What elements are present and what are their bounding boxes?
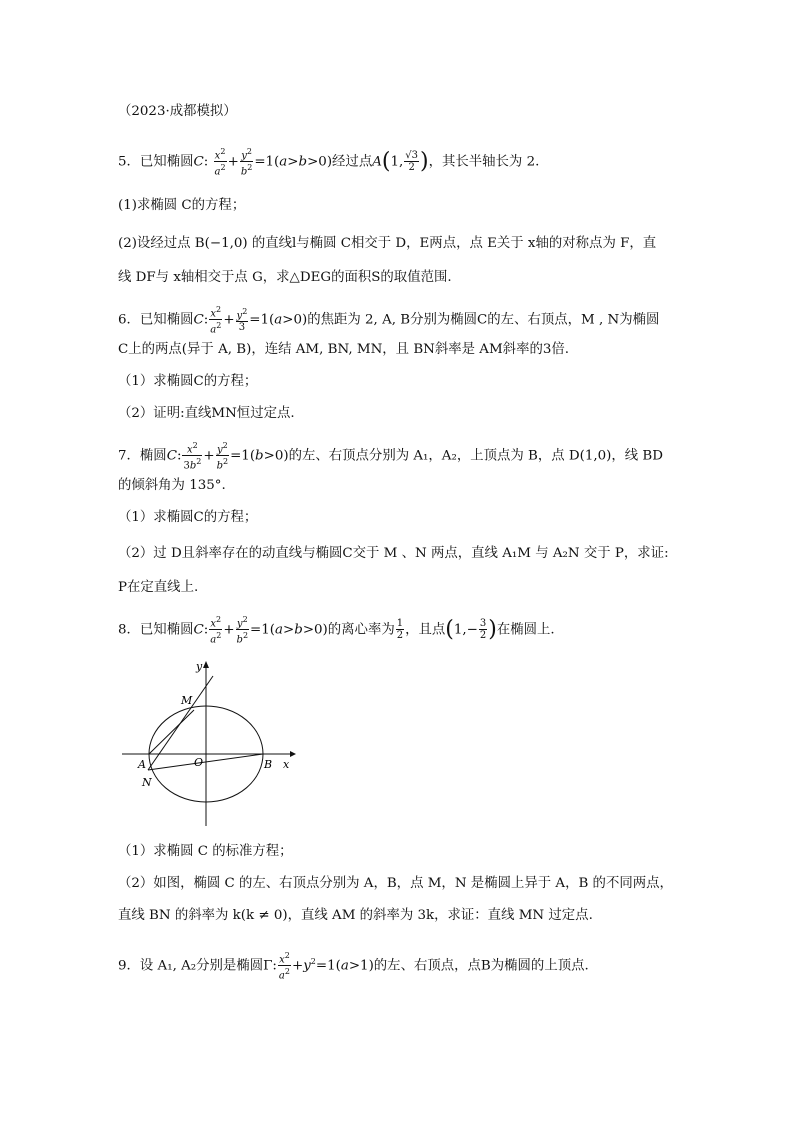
q5-part2-line2: 线 DF与 x轴相交于点 G，求△DEG的面积S的取值范围. — [118, 270, 452, 285]
label-y: y — [196, 660, 203, 673]
q7-statement-cont: 的倾斜角为 135°. — [118, 478, 226, 493]
line-AM — [149, 710, 194, 754]
y-axis-arrow — [203, 661, 209, 668]
ellipse-figure — [118, 658, 298, 828]
q9-statement: 9．设 A₁, A₂分别是椭圆Γ: $\frac{x^2}{a^2}$ $+y^2=1(a>1)$的左、右顶点，点B为椭圆的上顶点. — [118, 951, 589, 982]
label-O: O — [194, 756, 204, 769]
q7-part2-line2: P在定直线上. — [118, 580, 199, 595]
label-x: x — [283, 758, 290, 771]
q6-part1: （1）求椭圆C的方程； — [118, 374, 258, 389]
q8-part1: （1）求椭圆 C 的标准方程； — [118, 844, 293, 859]
q6-statement-cont: C上的两点(异于 A, B)，连结 AM, BN, MN，且 BN斜率是 AM斜率的3倍. — [118, 342, 570, 357]
source-note: （2023·成都模拟） — [118, 104, 237, 119]
q6-part2: （2）证明:直线MN恒过定点. — [118, 406, 295, 421]
label-A: A — [138, 758, 146, 771]
label-M: M — [181, 694, 193, 707]
q7-part2-line1: （2）过 D且斜率存在的动直线与椭圆C交于 M 、N 两点，直线 A₁M 与 A₂N 交于 P，求证: — [118, 546, 669, 561]
q8-statement: 8．已知椭圆C: $\frac{x^2}{a^2}$ + $\frac{y^2}{b^2}$ =1(a>b>0)的离心率为 $\frac{1}{2}$ ，且点(1,− $\frac{3}{2}$ )在椭圆上. — [118, 615, 555, 646]
q8-part2-line1: （2）如图，椭圆 C 的左、右顶点分别为 A，B，点 M，N 是椭圆上异于 A，B 的不同两点， — [118, 876, 673, 891]
q8-part2-line2: 直线 BN 的斜率为 k(k ≠ 0)，直线 AM 的斜率为 3k，求证：直线 MN 过定点. — [118, 908, 593, 923]
q7-part1: （1）求椭圆C的方程； — [118, 510, 258, 525]
q5-part2-line1: (2)设经过点 B(−1,0) 的直线l与椭圆 C相交于 D，E两点，点 E关于 x轴的对称点为 F，直 — [118, 236, 657, 251]
q5-statement: 5．已知椭圆C: $\frac{x^2}{a^2}$ + $\frac{y^2}{b^2}$ =1(a>b>0)经过点A(1, $\frac{√3}{2}$ )，其长半轴长为 2. — [118, 147, 540, 178]
x-axis-arrow — [290, 751, 296, 757]
q5-part1: (1)求椭圆 C的方程； — [118, 198, 246, 213]
label-B: B — [264, 758, 273, 771]
label-N: N — [142, 776, 152, 789]
q7-statement: 7．椭圆C: $\frac{x^2}{3b^2}$ + $\frac{y^2}{b^2}$ =1(b>0)的左、右顶点分别为 A₁，A₂，上顶点为 B，点 D(1,0)，线 BD — [118, 441, 664, 472]
q6-statement: 6．已知椭圆C: $\frac{x^2}{a^2}$ + $\frac{y^2}{3}$ =1(a>0)的焦距为 2, A, B分别为椭圆C的左、右顶点，M , N为椭圆 — [118, 305, 660, 336]
line-MN — [148, 676, 213, 770]
